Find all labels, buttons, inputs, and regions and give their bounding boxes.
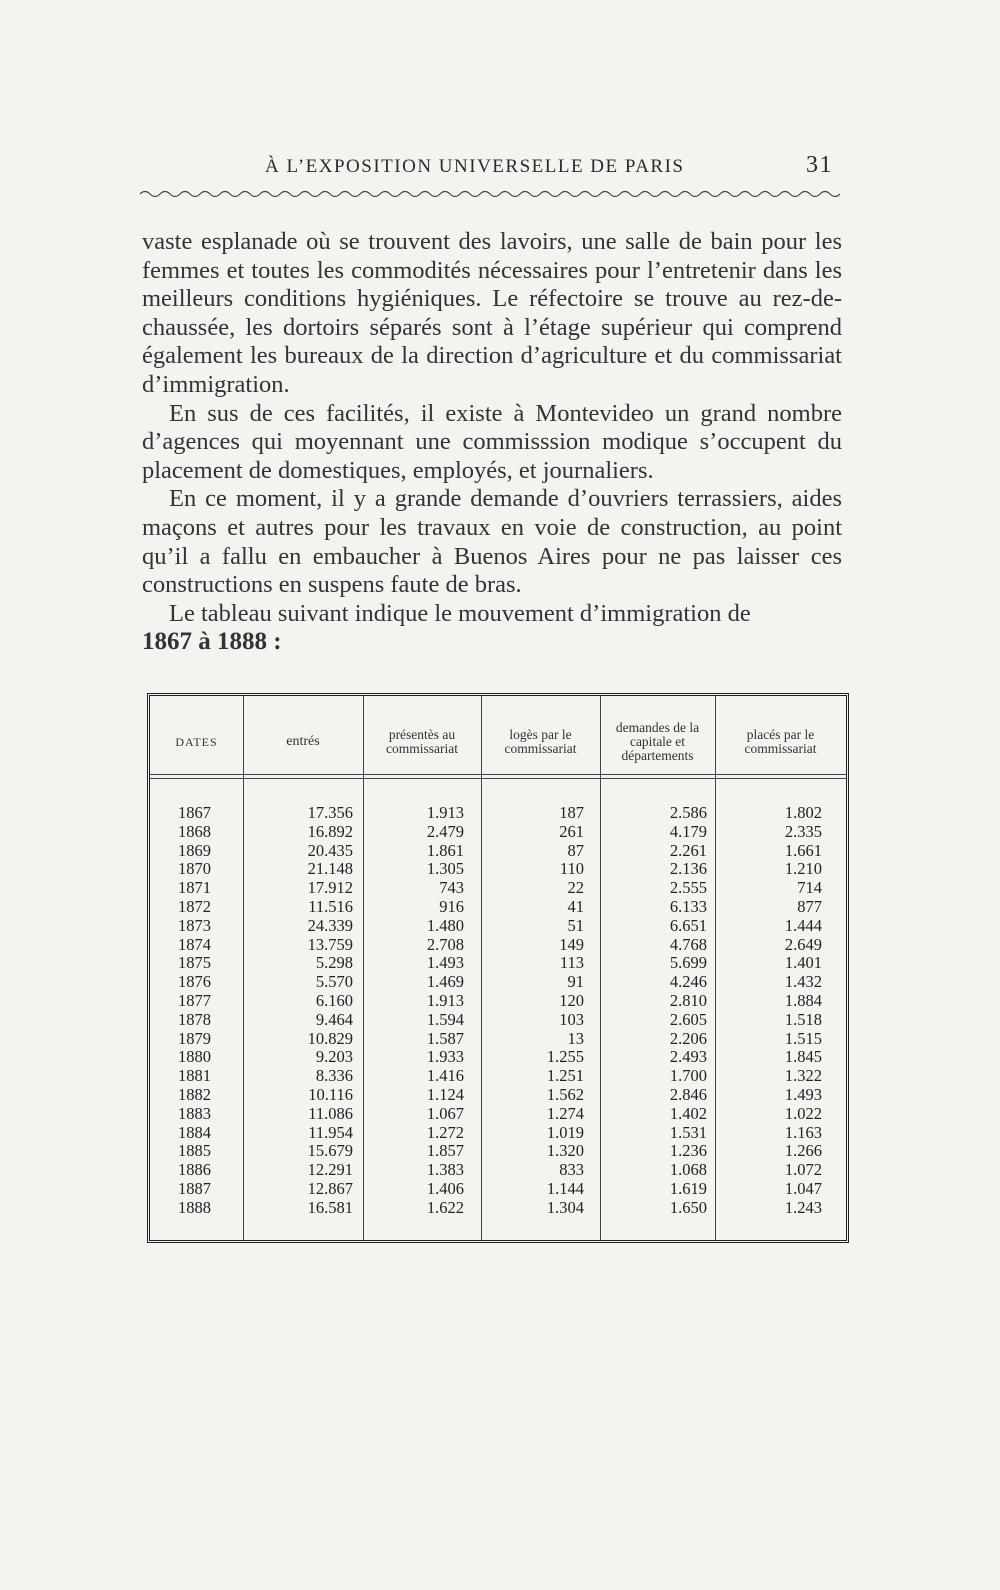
table-row (150, 1011, 846, 1030)
paragraph-1: vaste esplanade où se trouvent des lavoirs, une salle de bain pour les femmes et toutes les commodités nécessaires pour l’entretenir dans les meilleurs conditions hygiéniques. Le réfectoire se trouve au rez-de-chaussée, les dortoirs séparés sont à l’étage supérieur qui comprend également les bureaux de la direction d’agriculture et du commissariat d’immigration. (142, 228, 842, 398)
cell-entrees: 16.892 (307, 821, 353, 841)
cell-date: 1867 (178, 803, 211, 822)
cell-demandes: 6.133 (669, 896, 707, 916)
cell-presentes: 916 (439, 896, 464, 916)
cell-loges: 110 (559, 859, 584, 879)
cell-places: 1.322 (784, 1066, 822, 1086)
cell-date: 1883 (178, 1103, 211, 1123)
table-row (150, 879, 846, 898)
table-row (150, 992, 846, 1011)
paragraph-4-years: 1867 à 1888 : (142, 628, 282, 656)
cell-loges: 149 (559, 934, 584, 954)
paragraph-2: En sus de ces facilités, il existe à Montevideo un grand nombre d’agences qui moyennant une commisssion modique s’occupent du placement de domestiques, employés, et journaliers. (142, 399, 842, 484)
cell-date: 1882 (178, 1084, 211, 1104)
cell-places: 1.515 (784, 1028, 822, 1048)
cell-demandes: 2.605 (669, 1009, 707, 1029)
cell-date: 1885 (178, 1141, 211, 1161)
cell-places: 1.884 (784, 990, 822, 1010)
cell-entrees: 11.086 (308, 1103, 353, 1123)
cell-date: 1872 (178, 896, 211, 916)
cell-presentes: 1.383 (426, 1160, 464, 1180)
cell-entrees: 9.464 (315, 1009, 353, 1029)
cell-presentes: 743 (439, 878, 464, 898)
cell-loges: 833 (559, 1160, 584, 1180)
header-presentes: présentès au commissariat (386, 727, 458, 756)
cell-presentes: 2.708 (426, 934, 464, 954)
cell-date: 1868 (178, 821, 211, 841)
page-number: 31 (806, 152, 833, 178)
cell-places: 1.444 (784, 915, 822, 935)
cell-loges: 1.304 (546, 1197, 584, 1217)
cell-places: 1.493 (784, 1084, 822, 1104)
table-row (150, 1124, 846, 1143)
cell-presentes: 1.067 (426, 1103, 464, 1123)
table-row (150, 860, 846, 879)
cell-date: 1886 (178, 1160, 211, 1180)
cell-presentes: 2.479 (426, 821, 464, 841)
cell-date: 1887 (178, 1178, 211, 1198)
running-head (140, 152, 845, 182)
cell-loges: 51 (567, 915, 584, 935)
cell-entrees: 12.291 (307, 1160, 353, 1180)
cell-loges: 22 (567, 878, 584, 898)
paragraph-4-text: Le tableau suivant indique le mouvement d’immigration de (169, 599, 751, 627)
cell-date: 1871 (178, 878, 211, 898)
cell-presentes: 1.493 (426, 953, 464, 973)
cell-loges: 1.562 (546, 1084, 584, 1104)
cell-demandes: 1.619 (669, 1178, 707, 1198)
cell-loges: 1.274 (546, 1103, 584, 1123)
cell-loges: 120 (559, 990, 584, 1010)
cell-places: 1.022 (784, 1103, 822, 1123)
cell-entrees: 24.339 (307, 915, 353, 935)
cell-presentes: 1.622 (426, 1197, 464, 1217)
cell-places: 1.802 (784, 803, 822, 822)
immigration-table (147, 693, 849, 1243)
cell-entrees: 12.867 (307, 1178, 353, 1198)
cell-demandes: 2.493 (669, 1047, 707, 1067)
header-divider (150, 774, 846, 775)
cell-entrees: 8.336 (315, 1066, 353, 1086)
cell-presentes: 1.587 (426, 1028, 464, 1048)
body-text (142, 228, 842, 657)
cell-entrees: 9.203 (315, 1047, 353, 1067)
cell-entrees: 11.516 (308, 896, 353, 916)
cell-loges: 103 (559, 1009, 584, 1029)
header-entrees: entrés (286, 734, 320, 749)
cell-date: 1876 (178, 972, 211, 992)
cell-date: 1875 (178, 953, 211, 973)
table-row (150, 842, 846, 861)
cell-entrees: 17.356 (307, 803, 353, 822)
cell-loges: 13 (567, 1028, 584, 1048)
cell-date: 1880 (178, 1047, 211, 1067)
table-row (150, 917, 846, 936)
cell-presentes: 1.124 (426, 1084, 464, 1104)
cell-loges: 1.019 (546, 1122, 584, 1142)
cell-date: 1877 (178, 990, 211, 1010)
cell-demandes: 6.651 (669, 915, 707, 935)
paragraph-3: En ce moment, il y a grande demande d’ouvriers terrassiers, aides maçons et autres pour les travaux en voie de construction, au point qu’il a fallu en embaucher à Buenos Aires pour ne pas laisser ces constructions en suspens faute de bras. (142, 485, 842, 599)
cell-demandes: 2.586 (669, 803, 707, 822)
cell-entrees: 17.912 (307, 878, 353, 898)
cell-demandes: 2.810 (669, 990, 707, 1010)
cell-demandes: 5.699 (669, 953, 707, 973)
cell-presentes: 1.469 (426, 972, 464, 992)
cell-places: 1.210 (784, 859, 822, 879)
cell-loges: 87 (567, 840, 584, 860)
cell-places: 1.163 (784, 1122, 822, 1142)
cell-loges: 261 (559, 821, 584, 841)
cell-date: 1879 (178, 1028, 211, 1048)
cell-date: 1869 (178, 840, 211, 860)
table-row (150, 1086, 846, 1105)
cell-demandes: 2.555 (669, 878, 707, 898)
table-row (150, 1199, 846, 1218)
cell-demandes: 4.768 (669, 934, 707, 954)
table-row (150, 1142, 846, 1161)
cell-demandes: 4.179 (669, 821, 707, 841)
cell-demandes: 1.236 (669, 1141, 707, 1161)
table-row (150, 823, 846, 842)
cell-presentes: 1.480 (426, 915, 464, 935)
cell-entrees: 21.148 (307, 859, 353, 879)
cell-presentes: 1.857 (426, 1141, 464, 1161)
header-divider (150, 778, 846, 779)
cell-demandes: 1.402 (669, 1103, 707, 1123)
cell-demandes: 1.650 (669, 1197, 707, 1217)
cell-entrees: 6.160 (315, 990, 353, 1010)
cell-loges: 1.251 (546, 1066, 584, 1086)
cell-places: 1.661 (784, 840, 822, 860)
cell-places: 1.243 (784, 1197, 822, 1217)
cell-places: 714 (797, 878, 822, 898)
header-loges: logès par le commissariat (504, 727, 577, 756)
cell-entrees: 5.298 (315, 953, 353, 973)
table-row (150, 936, 846, 955)
table-row (150, 1180, 846, 1199)
cell-demandes: 2.206 (669, 1028, 707, 1048)
cell-places: 1.401 (784, 953, 822, 973)
table-row (150, 1030, 846, 1049)
table-row (150, 1105, 846, 1124)
table-row (150, 804, 846, 823)
cell-entrees: 13.759 (307, 934, 353, 954)
cell-loges: 91 (567, 972, 584, 992)
cell-loges: 1.255 (546, 1047, 584, 1067)
header-demandes: demandes de la capitale et départements (615, 720, 700, 763)
cell-presentes: 1.305 (426, 859, 464, 879)
cell-places: 877 (797, 896, 822, 916)
cell-entrees: 10.116 (308, 1084, 353, 1104)
cell-entrees: 16.581 (307, 1197, 353, 1217)
decorative-wavy-rule (140, 188, 840, 200)
cell-presentes: 1.416 (426, 1066, 464, 1086)
table-row (150, 1048, 846, 1067)
cell-entrees: 15.679 (307, 1141, 353, 1161)
cell-presentes: 1.594 (426, 1009, 464, 1029)
cell-places: 1.432 (784, 972, 822, 992)
cell-presentes: 1.861 (426, 840, 464, 860)
cell-places: 2.649 (784, 934, 822, 954)
cell-demandes: 1.068 (669, 1160, 707, 1180)
cell-presentes: 1.406 (426, 1178, 464, 1198)
cell-presentes: 1.913 (426, 990, 464, 1010)
cell-demandes: 2.261 (669, 840, 707, 860)
cell-entrees: 10.829 (307, 1028, 353, 1048)
cell-loges: 1.320 (546, 1141, 584, 1161)
cell-presentes: 1.933 (426, 1047, 464, 1067)
cell-places: 1.845 (784, 1047, 822, 1067)
cell-entrees: 11.954 (308, 1122, 353, 1142)
cell-date: 1884 (178, 1122, 211, 1142)
cell-demandes: 2.136 (669, 859, 707, 879)
cell-places: 2.335 (784, 821, 822, 841)
cell-demandes: 2.846 (669, 1084, 707, 1104)
cell-loges: 187 (559, 803, 584, 822)
table-row (150, 1161, 846, 1180)
running-title: À L’EXPOSITION UNIVERSELLE DE PARIS (265, 156, 685, 177)
table-body (150, 804, 846, 1218)
cell-date: 1874 (178, 934, 211, 954)
cell-places: 1.072 (784, 1160, 822, 1180)
cell-presentes: 1.272 (426, 1122, 464, 1142)
cell-date: 1878 (178, 1009, 211, 1029)
header-places: placés par le commissariat (744, 727, 817, 756)
cell-places: 1.047 (784, 1178, 822, 1198)
cell-demandes: 1.531 (669, 1122, 707, 1142)
paragraph-4 (142, 600, 842, 657)
cell-loges: 1.144 (546, 1178, 584, 1198)
cell-date: 1881 (178, 1066, 211, 1086)
table-row (150, 898, 846, 917)
cell-date: 1888 (178, 1197, 211, 1217)
cell-entrees: 20.435 (307, 840, 353, 860)
cell-date: 1873 (178, 915, 211, 935)
table-row (150, 973, 846, 992)
cell-presentes: 1.913 (426, 803, 464, 822)
cell-loges: 41 (567, 896, 584, 916)
cell-entrees: 5.570 (315, 972, 353, 992)
cell-demandes: 1.700 (669, 1066, 707, 1086)
cell-places: 1.518 (784, 1009, 822, 1029)
header-dates: DATES (175, 735, 218, 749)
cell-loges: 113 (559, 953, 584, 973)
cell-places: 1.266 (784, 1141, 822, 1161)
cell-date: 1870 (178, 859, 211, 879)
cell-demandes: 4.246 (669, 972, 707, 992)
table-row (150, 954, 846, 973)
table-row (150, 1067, 846, 1086)
